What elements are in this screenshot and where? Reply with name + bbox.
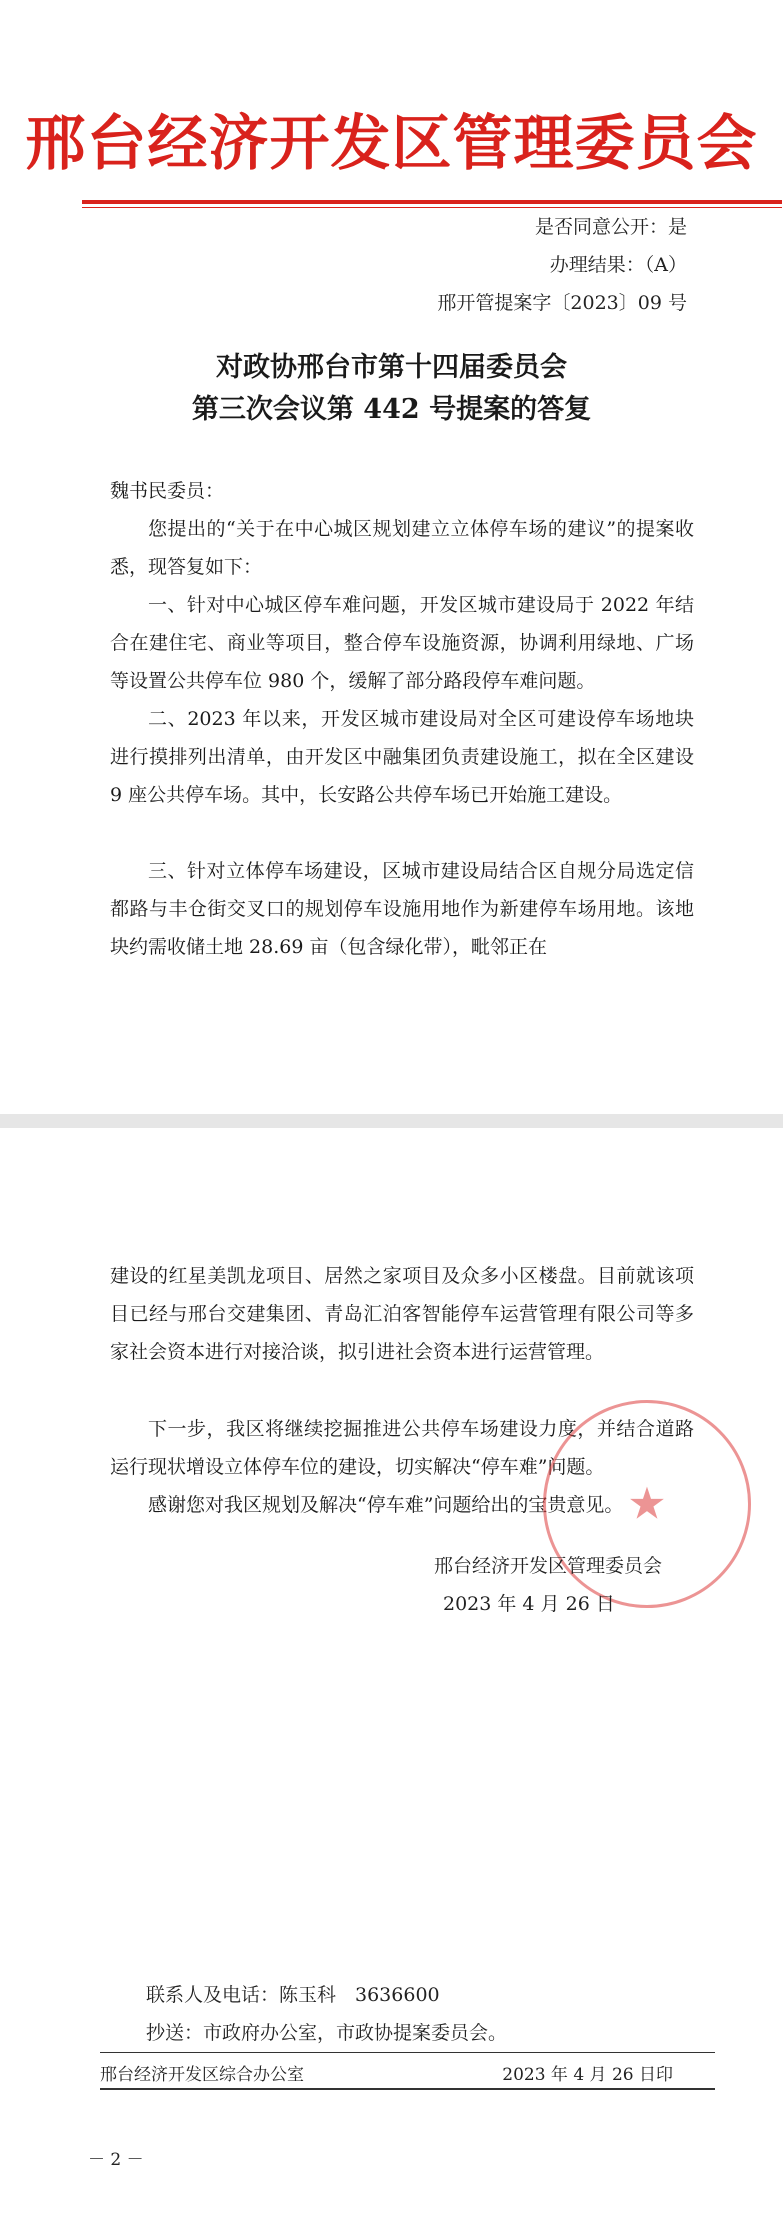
- footer-rule-top: [100, 2052, 715, 2053]
- paragraph-thanks: 感谢您对我区规划及解决“停车难”问题给出的宝贵意见。: [148, 1494, 624, 1516]
- footer-rule-bottom: [100, 2088, 715, 2090]
- salutation: 魏书民委员：: [110, 480, 225, 502]
- footer-office: 邢台经济开发区综合办公室: [100, 2065, 304, 2085]
- org-header-title: 邢台经济开发区管理委员会: [25, 109, 758, 179]
- header-red-rule-thin: [82, 207, 782, 208]
- page-separator: [0, 1114, 783, 1128]
- document-number: 邢开管提案字〔2023〕09 号: [437, 292, 687, 314]
- page-number: － 2 －: [88, 2150, 144, 2170]
- public-status: 是否同意公开：是: [534, 216, 687, 238]
- paragraph-point-three: 三、针对立体停车场建设，区城市建设局结合区自规分局选定信都路与丰仓街交叉口的规划停车设施用地作为新建停车场用地。该地块约需收储土地 28.69 亩（包含绿化带），毗邻正在: [110, 860, 694, 958]
- contact-person: 联系人及电话：陈玉科 3636600: [146, 1984, 440, 2006]
- signature-org: 邢台经济开发区管理委员会: [434, 1555, 663, 1577]
- footer-print-date: 2023 年 4 月 26 日印: [502, 2065, 673, 2085]
- paragraph-next-step: 下一步，我区将继续挖掘推进公共停车场建设力度，并结合道路运行现状增设立体停车位的建设，切实解决“停车难”问题。: [110, 1418, 694, 1478]
- paragraph-point-one: 一、针对中心城区停车难问题，开发区城市建设局于 2022 年结合在建住宅、商业等项目，整合停车设施资源，协调利用绿地、广场等设置公共停车位 980 个，缓解了部分路段停车难问题。: [110, 594, 694, 692]
- handling-result: 办理结果：（A）: [549, 254, 687, 276]
- doc-title-line2: 第三次会议第 442 号提案的答复: [191, 394, 592, 425]
- signature-date: 2023 年 4 月 26 日: [443, 1593, 615, 1615]
- star-icon: ★: [627, 1478, 667, 1530]
- paragraph-point-three-cont: 建设的红星美凯龙项目、居然之家项目及众多小区楼盘。目前就该项目已经与邢台交建集团、青岛汇泊客智能停车运营管理有限公司等多家社会资本进行对接洽谈，拟引进社会资本进行运营管理。: [110, 1265, 694, 1363]
- carbon-copy: 抄送：市政府办公室，市政协提案委员会。: [146, 2022, 508, 2044]
- header-red-rule: [82, 200, 782, 204]
- page-one: [0, 0, 783, 1100]
- doc-title-line1: 对政协邢台市第十四届委员会: [216, 352, 567, 383]
- paragraph-intro: 您提出的“关于在中心城区规划建立立体停车场的建议”的提案收悉，现答复如下：: [110, 518, 694, 578]
- paragraph-point-two: 二、2023 年以来，开发区城市建设局对全区可建设停车场地块进行摸排列出清单，由开发区中融集团负责建设施工，拟在全区建设 9 座公共停车场。其中，长安路公共停车场已开始施工建设。: [110, 708, 694, 806]
